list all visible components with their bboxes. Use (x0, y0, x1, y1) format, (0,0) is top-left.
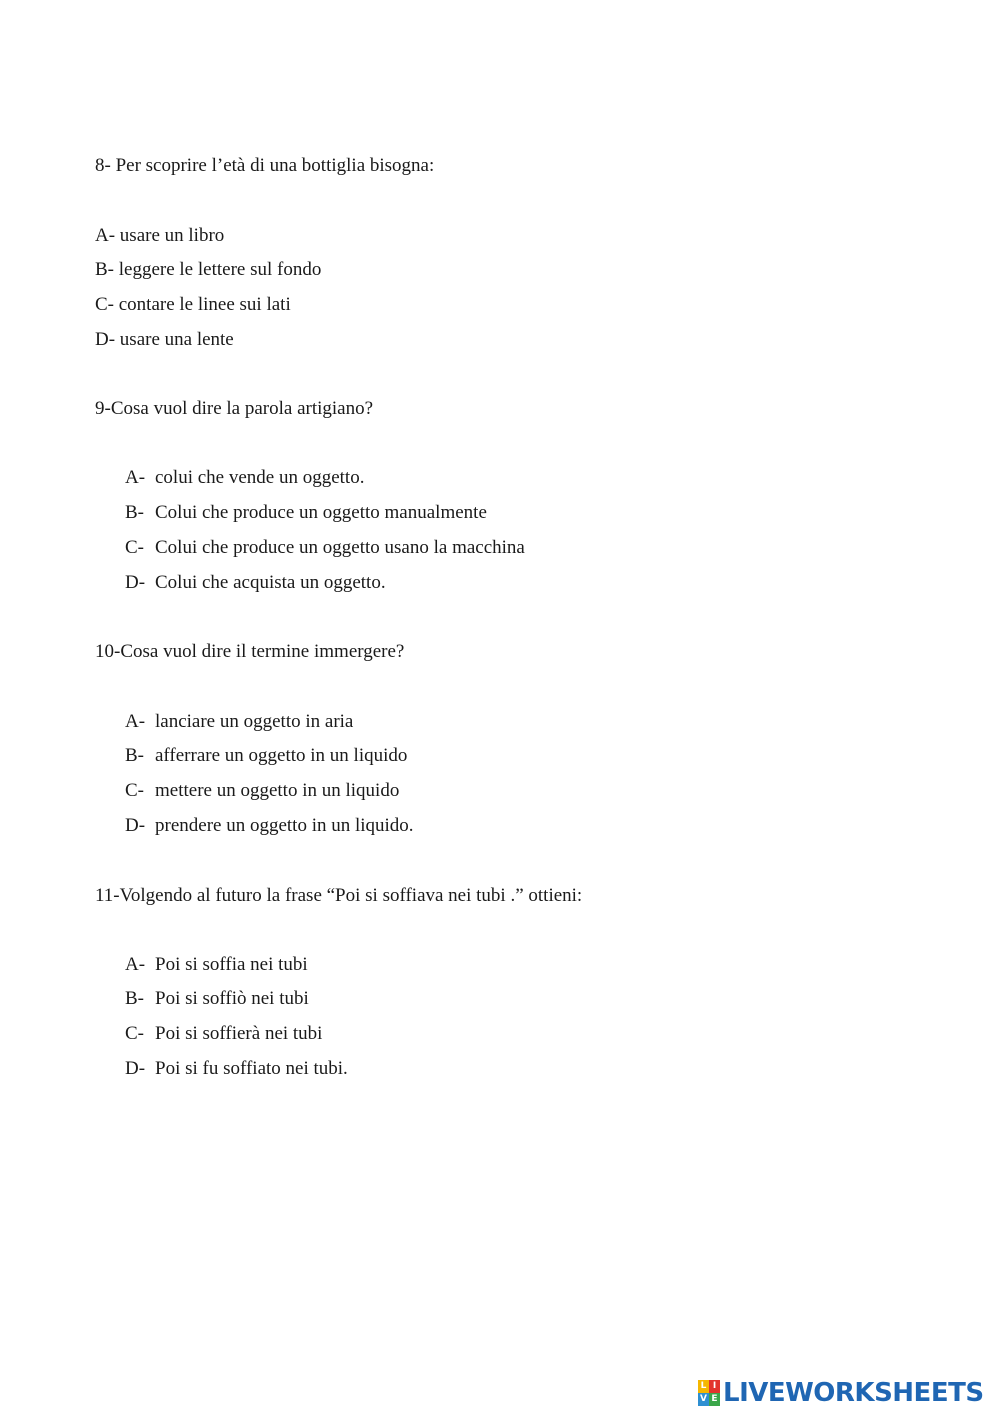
option-text: Colui che produce un oggetto manualmente (155, 502, 487, 523)
question-9-option-d[interactable] (125, 571, 386, 595)
option-letter: D- (125, 815, 146, 836)
option-text: afferrare un oggetto in un liquido (155, 745, 408, 766)
question-10-option-a[interactable] (125, 710, 353, 734)
question-10-option-b[interactable] (125, 744, 407, 768)
liveworksheets-logo-text: LIVEWORKSHEETS (723, 1378, 984, 1408)
option-text: Colui che produce un oggetto usano la macchina (155, 537, 525, 558)
question-11: 11-Volgendo al futuro la frase “Poi si soffiava nei tubi .” ottieni: (95, 885, 583, 906)
option-letter: C- (125, 780, 144, 801)
option-letter: A- (125, 467, 146, 488)
question-11-option-d[interactable] (125, 1057, 348, 1081)
logo-mark-letter: L (698, 1380, 709, 1393)
option-text: prendere un oggetto in un liquido. (155, 815, 414, 836)
option-text: Poi si soffierà nei tubi (155, 1023, 323, 1044)
question-9-option-a[interactable] (125, 466, 364, 490)
option-letter: B- (125, 988, 144, 1009)
option-letter: A- (125, 711, 146, 732)
question-8-option-b[interactable]: B- leggere le lettere sul fondo (95, 259, 322, 280)
option-letter: A- (125, 954, 146, 975)
option-letter: D- (125, 1058, 146, 1079)
logo-mark-letter: V (698, 1393, 709, 1406)
logo-mark-letter: E (709, 1393, 720, 1406)
question-8-option-c[interactable]: C- contare le linee sui lati (95, 294, 291, 315)
question-9: 9-Cosa vuol dire la parola artigiano? (95, 398, 374, 419)
question-8: 8- Per scoprire l’età di una bottiglia bisogna: (95, 155, 435, 176)
liveworksheets-logo (698, 1376, 984, 1410)
question-10-option-c[interactable] (125, 779, 399, 803)
option-letter: D- (125, 572, 146, 593)
option-letter: C- (125, 1023, 144, 1044)
question-8-option-a[interactable]: A- usare un libro (95, 225, 225, 246)
option-text: Poi si soffiò nei tubi (155, 988, 309, 1009)
question-10-option-d[interactable] (125, 814, 414, 838)
option-text: Poi si fu soffiato nei tubi. (155, 1058, 348, 1079)
question-9-option-b[interactable] (125, 501, 487, 525)
question-11-option-c[interactable] (125, 1022, 322, 1046)
option-letter: B- (125, 502, 144, 523)
option-text: Colui che acquista un oggetto. (155, 572, 386, 593)
option-text: Poi si soffia nei tubi (155, 954, 308, 975)
question-9-option-c[interactable] (125, 536, 525, 560)
question-11-option-b[interactable] (125, 987, 309, 1011)
liveworksheets-logo-icon (698, 1380, 720, 1406)
question-11-option-a[interactable] (125, 953, 308, 977)
question-10: 10-Cosa vuol dire il termine immergere? (95, 641, 405, 662)
question-8-option-d[interactable]: D- usare una lente (95, 329, 234, 350)
option-letter: C- (125, 537, 144, 558)
option-text: colui che vende un oggetto. (155, 467, 365, 488)
logo-mark-letter: I (709, 1380, 720, 1393)
option-text: lanciare un oggetto in aria (155, 711, 354, 732)
option-letter: B- (125, 745, 144, 766)
option-text: mettere un oggetto in un liquido (155, 780, 400, 801)
